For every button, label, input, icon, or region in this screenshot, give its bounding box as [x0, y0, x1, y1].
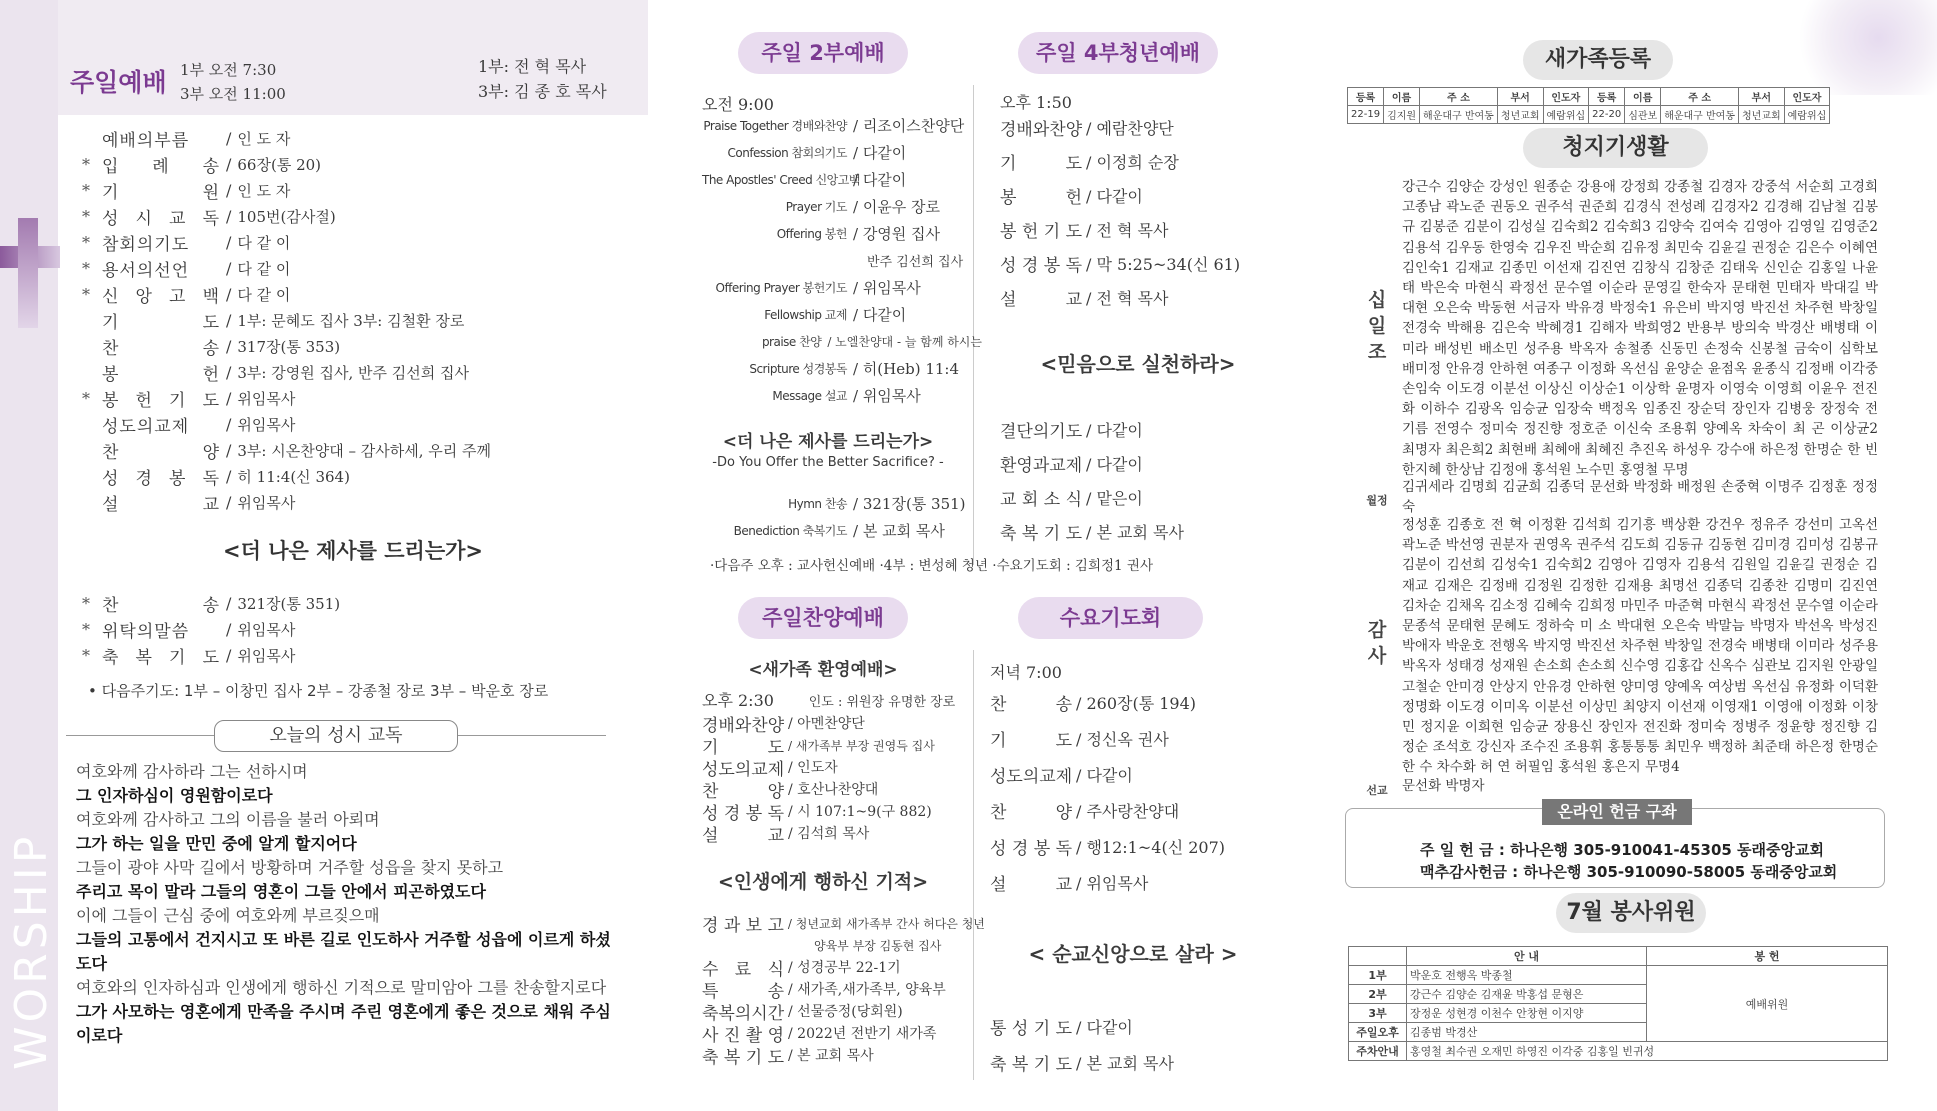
order-row: 기 도 / 1부: 문혜도 집사 3부: 김철환 장로: [102, 310, 465, 333]
time-1: 1부 오전 7:30: [180, 61, 277, 79]
new-family-title: 새가족등록: [1523, 40, 1673, 80]
thanks-label: 감사: [1367, 619, 1387, 667]
service4-time: 오후 1:50: [1000, 93, 1072, 112]
praise-time: 오후 2:30 인도 : 위원장 유명한 장로: [702, 691, 956, 710]
order-row: * 입 례 송 / 66장(통 20): [82, 154, 322, 177]
order-row: * 축 복 기 도 / 위임목사: [82, 645, 296, 668]
order-of-service: [82, 125, 642, 515]
panel-services: [648, 0, 1296, 1111]
online-offering-box: [1345, 802, 1885, 888]
praise-subtitle: <새가족 환영예배>: [748, 660, 898, 680]
volunteers-title: 7월 봉사위원: [1556, 893, 1706, 933]
tithe-label: 십일조: [1367, 289, 1387, 363]
service2-order-2: Hymn 찬송 / 321장(통 351) Benediction 축복기도 / 본 교회 목사: [733, 495, 966, 540]
monthly-label: 월정: [1366, 494, 1388, 507]
wednesday-order: 찬 송 / 260장(통 194) 기 도 / 정신옥 권사 성도의교제 / 다같이 찬 양 / 주사랑찬양대 성 경 봉 독 / 행12:1~4(신 207) 설 교 / 위임목사: [990, 693, 1226, 895]
table-row: 2부 강근수 김양순 김재윤 박홍섭 문형은: [1349, 985, 1888, 1004]
tithe-list: 강근수 김양순 강성인 원종순 강용애 강정희 강종철 김경자 강중석 서순희 고경희 고종남 곽노준 권동오 권주석 권준희 김경식 전성례 김경자2 김경해 김남철 김봉규 김봉준 김분이 김성실 김숙희2 김숙희3 김양숙 김여숙 김영아 김영일 김영준2 김용석 김우동 한영숙 김우진 박순희 김유정 최민숙 김윤길 권정순 김은수 이혜연 김인숙1 김재교 김종민 이선재 김진연 김창식 김창준 김태욱 신인순 김홍일 나윤태 박은숙 마현식 곽정선 문수열 이순라 문영길 한숙자 문태현 민태자 박대길 박대현 오은숙 박동현 서금자 박유경 박정숙1 유은비 박지영 박진선 차주현 박창일 전경숙 박해용 김은숙 박혜경1 김해자 박희영2 반용부 방의숙 박경산 배병태 이미라 배성빈 배소민 성주용 박옥자 송철종 신동민 손정숙 신봉철 금숙이 심학보 배미정 안유경 안하현 여종구 이정화 옥선심 윤양순 윤점옥 윤종식 김정배 이각중 손임숙 이도경 이분선 이상신 이상순1 이상학 윤명자 이영숙 이영희 이윤우 전진화 이하수 김광옥 임승균 임장숙 백정옥 임종진 장순덕 장인자 김병웅 장정숙 전기름 전영수 정미숙 정진향 정호준 이신숙 조용휘 양예옥 차숙이 최 곤 이상균2 최명자 최은희2 최현배 최혜애 최혜진 추진옥 하성우 강수애 하은정 한명순 한 빈 한지혜 한상남 김정애 홍석원 노수민 홍영철 무명: [1402, 179, 1878, 478]
order-row: 설 교 / 위임목사: [102, 492, 296, 515]
next-week-note: ·다음주 오후 : 교사헌신예배 ·4부 : 변성혜 청년 ·수요기도회 : 김희정1 권사: [710, 558, 1154, 574]
order-row: * 참회의기도 / 다 같 이: [82, 232, 291, 255]
wednesday-title: 수요기도회: [1018, 597, 1203, 639]
mission-label: 선교: [1366, 784, 1388, 797]
order-row: 성도의교제 / 위임목사: [102, 414, 296, 437]
order-row: * 봉 헌 기 도 / 위임목사: [82, 388, 296, 411]
praise-order-2: 경 과 보 고 / 청년교회 새가족부 간사 허다은 청년 양육부 부장 김동현 집사 수 료 식 / 성경공부 22-1기 특 송 / 새가족,새가족부, 양육부 축복의시간 / 선물증정(당회원) 사 진 촬 영 / 2022년 전반기 새가족 축 복 기 도 / 본 교회 목사: [702, 915, 985, 1068]
reading-line: 그가 사모하는 영혼에게 만족을 주시며 주린 영혼에게 좋은 것으로 채워 주심이로다: [76, 1002, 611, 1045]
responsive-reading: [76, 760, 616, 1048]
service-times: [180, 58, 286, 106]
reading-line: 주리고 목이 말라 그들의 영혼이 그들 안에서 피곤하였도다: [76, 882, 486, 901]
reading-line: 여호와의 인자하심과 인생에게 행하신 기적으로 말미암아 그를 찬송할지로다: [76, 978, 607, 997]
service4-order: 경배와찬양 / 예람찬양단 기 도 / 이정희 순장 봉 헌 / 다같이 봉 헌 기 도 / 전 혁 목사 성 경 봉 독 / 막 5:25~34(신 61) 설 교 / 전 혁 목사: [1000, 118, 1241, 310]
order-row: 찬 송 / 317장(통 353): [102, 336, 341, 359]
order-row: 봉 헌 / 3부: 강영원 집사, 반주 김선희 집사: [102, 362, 469, 385]
time-3: 3부 오전 11:00: [180, 85, 286, 103]
stewardship-title: 청지기생활: [1523, 128, 1708, 168]
table-row: 22-19 김지원 해운대구 반여동 청년교회 예람위십 22-20 심관보 해운대구 반여동 청년교회 예람위십: [1348, 106, 1830, 124]
leader-1: 1부: 전 혁 목사: [478, 57, 587, 76]
praise-sermon: <인생에게 행하신 기적>: [717, 871, 929, 893]
order-row: * 용서의선언 / 다 같 이: [82, 258, 291, 281]
reading-line: 그들이 광야 사막 길에서 방황하며 거주할 성읍을 찾지 못하고: [76, 858, 504, 877]
volunteers-table: 안 내 봉 헌 1부 박운호 전행옥 박종철 예배위원 2부 강근수 김양순 김재윤 박홍섭 문형은 3부 장정운 성현경 이천수 안창현 이지양 주일오후 김종범 박경산 주차안내 홍영철 최수권 오재민 하영진 이각중 김홍일 빈귀성: [1348, 946, 1888, 1061]
side-text: WORSHIP: [6, 832, 57, 1070]
reading-title: 오늘의 성시 교독: [214, 720, 458, 752]
service2-sermon: <더 나은 제사를 드리는가>: [722, 432, 934, 452]
table-row: 1부 박운호 전행옥 박종철 예배위원: [1349, 966, 1888, 985]
sermon-title: <더 나은 제사를 드리는가>: [223, 539, 483, 563]
wednesday-sermon: < 순교신앙으로 살라 >: [1028, 942, 1238, 966]
new-family-table: 등록 이름 주 소 부서 인도자 등록 이름 주 소 부서 인도자 22-19 김지원 해운대구 반여동 청년교회 예람위십 22-20 심관보 해운대구 반여동 청년교회 예람위십: [1347, 87, 1830, 124]
reading-line: 여호와께 감사하라 그는 선하시며: [76, 762, 308, 781]
offering-thanks: 맥추감사헌금 : 하나은행 305-910090-58005 동래중앙교회: [1420, 863, 1838, 881]
leader-3: 3부: 김 종 호 목사: [478, 82, 607, 101]
page-title: 주일예배: [70, 68, 167, 97]
order-row: * 신 앙 고 백 / 다 같 이: [82, 284, 291, 307]
table-row: 3부 장정운 성현경 이천수 안창현 이지양: [1349, 1004, 1888, 1023]
service4-sermon: <믿음으로 실천하라>: [1040, 352, 1236, 376]
order-row: * 위탁의말씀 / 위임목사: [82, 619, 296, 642]
order-row: 찬 양 / 3부: 시온찬양대 – 감사하세, 우리 주께: [102, 440, 491, 463]
service2-time: 오전 9:00: [702, 95, 774, 114]
table-row: 주일오후 김종범 박경산: [1349, 1023, 1888, 1042]
reading-line: 그 인자하심이 영원함이로다: [76, 786, 273, 805]
service2-order: Praise Together 경배와찬양 / 리조이스찬양단 Confession 참회의기도 / 다같이 The Apostles' Creed 신앙고백 / 다같이 Prayer 기도 / 이윤우 장로 Offering 봉헌 / 강영원 집사 반주 김선희 집사 Offering Prayer 봉헌기도 / 위임목사 Fellowship 교제 / 다같이 praise 찬양 / 노엘찬양대 - 늘 함께 하시는 Scripture 성경봉독 / 히(Heb) 11:4 Message 설교 / 위임목사: [702, 117, 982, 405]
praise-service-title: 주일찬양예배: [738, 597, 908, 639]
service2-sermon-en: -Do You Offer the Better Sacrifice? -: [712, 455, 944, 470]
service2-title: 주일 2부예배: [738, 32, 908, 74]
reading-heading: [66, 720, 606, 752]
order-of-service-2: [82, 590, 642, 668]
offering-title: 온라인 헌금 구좌: [1542, 799, 1692, 825]
offering-sunday: 주 일 헌 금 : 하나은행 305-910041-45305 동래중앙교회: [1420, 841, 1824, 859]
order-row: * 기 원 / 인 도 자: [82, 180, 291, 203]
reading-line: 여호와께 감사하고 그의 이름을 불러 아뢰며: [76, 810, 380, 829]
thanks-list: 정성훈 김종호 전 혁 이정환 김석희 김기흥 백상환 강건우 정유주 강선미 고옥선 곽노준 박선영 권분자 권영옥 권주석 김도희 김동규 김동현 김미경 김미성 김봉규 김분이 김선희 김성숙1 김숙희2 김영아 김영자 김용석 김원일 김윤길 권정순 김재교 김재은 김정배 김정원 김정한 김재용 최명선 김종덕 김종찬 김명미 김진연 김차순 김채옥 김소정 김혜숙 김희정 마민주 마준혁 마현식 곽정선 문수열 이순라 문종석 문태현 문혜도 정하숙 미 소 박대현 오은숙 박말늠 박명자 박선옥 박성진 박애자 박운호 전행옥 박지영 박진선 차주현 박창일 전경숙 배병태 이미라 성주용 박옥자 성태경 성재원 손소희 손소희 신수영 김홍갑 신옥수 심관보 김지원 안광일 고철순 안미경 안상지 안유경 안하현 양미영 양예옥 여상범 옥선심 유정화 이덕환 정명화 이도경 이미옥 이분선 이상민 최양지 이선재 이영재1 이영애 이정화 이창민 정지윤 이희현 임승균 장용신 장인자 전진화 정미숙 정병주 정윤향 정진향 김정순 조석호 강신자 조수진 조용휘 홍통통통 최민우 백정하 최준태 하은정 한명순 한 수 차수화 허 연 허필임 홍석원 홍은지 무명4: [1402, 517, 1878, 776]
next-week-prayer: • 다음주기도: 1부 – 이창민 집사 2부 – 강종철 장로 3부 – 박운호 장로: [88, 682, 549, 700]
praise-order: 경배와찬양 / 아멘찬양단 기 도 / 새가족부 부장 권영득 집사 성도의교제 / 인도자 찬 양 / 호산나찬양대 성 경 봉 독 / 시 107:1~9(구 882) 설 교 / 김석희 목사: [702, 715, 935, 846]
table-row: 주차안내 홍영철 최수권 오재민 하영진 이각중 김홍일 빈귀성: [1349, 1042, 1888, 1061]
wednesday-time: 저녁 7:00: [990, 663, 1062, 682]
service-leaders: [478, 54, 607, 104]
order-row: 성 경 봉 독 / 히 11:4(신 364): [102, 466, 350, 489]
panel-sunday-worship: [0, 0, 648, 1111]
reading-line: 그들의 고통에서 건지시고 또 바른 길로 인도하사 거주할 성읍에 이르게 하셨도다: [76, 930, 611, 973]
flower-decoration: [1790, 0, 1937, 95]
order-row: * 성 시 교 독 / 105번(감사절): [82, 206, 336, 229]
service4-title: 주일 4부청년예배: [1018, 32, 1218, 74]
reading-line: 그가 하는 일을 만민 중에 알게 할지어다: [76, 834, 357, 853]
reading-line: 이에 그들이 근심 중에 여호와께 부르짖으매: [76, 906, 380, 925]
mission-list: 문선화 박명자: [1402, 778, 1485, 794]
wednesday-order-2: 통 성 기 도 / 다같이 축 복 기 도 / 본 교회 목사: [990, 1017, 1174, 1075]
cross-icon: [0, 218, 60, 328]
monthly-list: 김귀세라 김명희 김균희 김종덕 문선화 박정화 배정원 손중혁 이명주 김정훈 정정숙: [1402, 479, 1878, 516]
order-row: * 찬 송 / 321장(통 351): [82, 593, 341, 616]
order-row: 예배의부름 / 인 도 자: [102, 128, 291, 151]
service4-order-2: 결단의기도 / 다같이 환영과교제 / 다같이 교 회 소 식 / 맡은이 축 복 기 도 / 본 교회 목사: [1000, 420, 1184, 544]
